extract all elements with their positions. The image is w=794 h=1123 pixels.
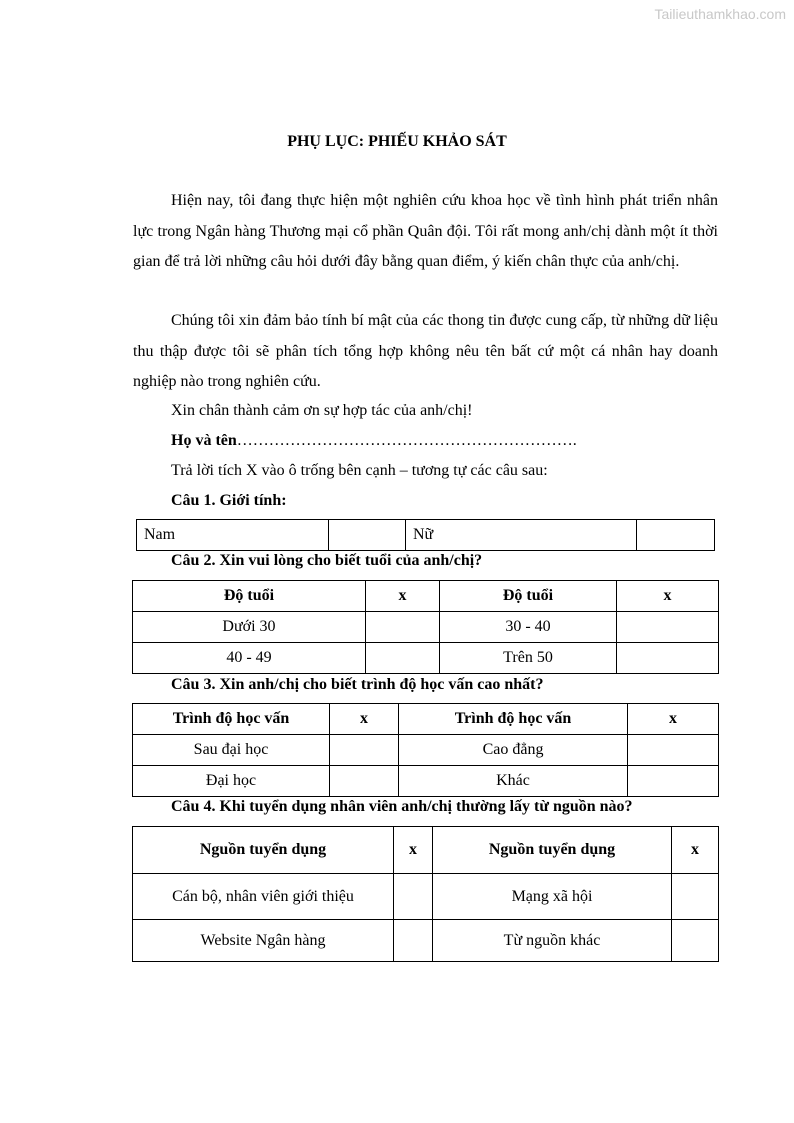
q3-option: Sau đại học [133, 735, 330, 766]
q4-header-x: x [394, 827, 433, 874]
q2-checkbox[interactable] [366, 643, 440, 674]
name-line [171, 432, 577, 450]
q3-header-x-2: x [628, 704, 719, 735]
q2-option: Dưới 30 [133, 612, 366, 643]
q2-header-age-2: Độ tuổi [440, 581, 617, 612]
q4-option: Mạng xã hội [433, 874, 672, 920]
q4-checkbox[interactable] [394, 920, 433, 962]
q3-option: Khác [399, 766, 628, 797]
q4-checkbox[interactable] [394, 874, 433, 920]
q4-header-x-2: x [672, 827, 719, 874]
q3-option: Đại học [133, 766, 330, 797]
q3-checkbox[interactable] [628, 766, 719, 797]
q1-option-nam: Nam [137, 520, 329, 551]
q4-option: Cán bộ, nhân viên giới thiệu [133, 874, 394, 920]
q3-header-education-2: Trình độ học vấn [399, 704, 628, 735]
q3-option: Cao đẳng [399, 735, 628, 766]
q2-checkbox[interactable] [366, 612, 440, 643]
instruction-line: Trả lời tích X vào ô trống bên cạnh – tương tự các câu sau: [171, 462, 548, 479]
q3-title: Câu 3. Xin anh/chị cho biết trình độ học vấn cao nhất? [171, 676, 544, 693]
q3-checkbox[interactable] [330, 735, 399, 766]
q2-option: Trên 50 [440, 643, 617, 674]
q3-checkbox[interactable] [330, 766, 399, 797]
intro-paragraph-2: Chúng tôi xin đảm bảo tính bí mật của các thong tin được cung cấp, từ những dữ liệu thu thập được tôi sẽ phân tích tổng hợp không nêu tên bất cứ một cá nhân hay doanh nghiệp nào trong nghiên cứu. [133, 312, 718, 390]
q2-header-x: x [366, 581, 440, 612]
q1-title: Câu 1. Giới tính: [171, 492, 287, 509]
table-row [133, 874, 719, 920]
q2-title: Câu 2. Xin vui lòng cho biết tuổi của anh/chị? [171, 552, 483, 569]
intro-paragraph-1: Hiện nay, tôi đang thực hiện một nghiên cứu khoa học về tình hình phát triển nhân lực trong Ngân hàng Thương mại cổ phần Quân đội. Tôi rất mong anh/chị dành một ít thời gian để trả lời những câu hỏi dưới đây bằng quan điểm, ý kiến chân thực của anh/chị. [133, 192, 718, 270]
table-row [133, 704, 719, 735]
q1-table [136, 519, 715, 551]
q4-table [132, 826, 719, 962]
q4-checkbox[interactable] [672, 874, 719, 920]
q1-option-nu: Nữ [406, 520, 637, 551]
q3-table [132, 703, 719, 797]
q4-header-source-2: Nguồn tuyển dụng [433, 827, 672, 874]
table-row [133, 612, 719, 643]
q2-option: 40 - 49 [133, 643, 366, 674]
table-row [133, 581, 719, 612]
name-label: Họ và tên [171, 432, 237, 449]
table-row [133, 827, 719, 874]
table-row [133, 766, 719, 797]
q3-header-education: Trình độ học vấn [133, 704, 330, 735]
q4-title: Câu 4. Khi tuyển dụng nhân viên anh/chị thường lấy từ nguồn nào? [171, 798, 633, 815]
q2-option: 30 - 40 [440, 612, 617, 643]
q2-header-age: Độ tuổi [133, 581, 366, 612]
q2-checkbox[interactable] [617, 643, 719, 674]
name-dots: ………………………………………………………. [236, 432, 577, 449]
table-row [133, 735, 719, 766]
q1-checkbox-nam[interactable] [329, 520, 406, 551]
q4-checkbox[interactable] [672, 920, 719, 962]
table-row [133, 643, 719, 674]
q4-header-source: Nguồn tuyển dụng [133, 827, 394, 874]
thanks-line: Xin chân thành cảm ơn sự hợp tác của anh/chị! [171, 402, 473, 419]
q3-checkbox[interactable] [628, 735, 719, 766]
q2-table [132, 580, 719, 674]
q3-header-x: x [330, 704, 399, 735]
q4-option: Từ nguồn khác [433, 920, 672, 962]
q2-checkbox[interactable] [617, 612, 719, 643]
q2-header-x-2: x [617, 581, 719, 612]
table-row [137, 520, 715, 551]
q4-option: Website Ngân hàng [133, 920, 394, 962]
q1-checkbox-nu[interactable] [637, 520, 715, 551]
page-title: PHỤ LỤC: PHIẾU KHẢO SÁT [287, 133, 507, 150]
watermark: Tailieuthamkhao.com [654, 6, 786, 22]
table-row [133, 920, 719, 962]
